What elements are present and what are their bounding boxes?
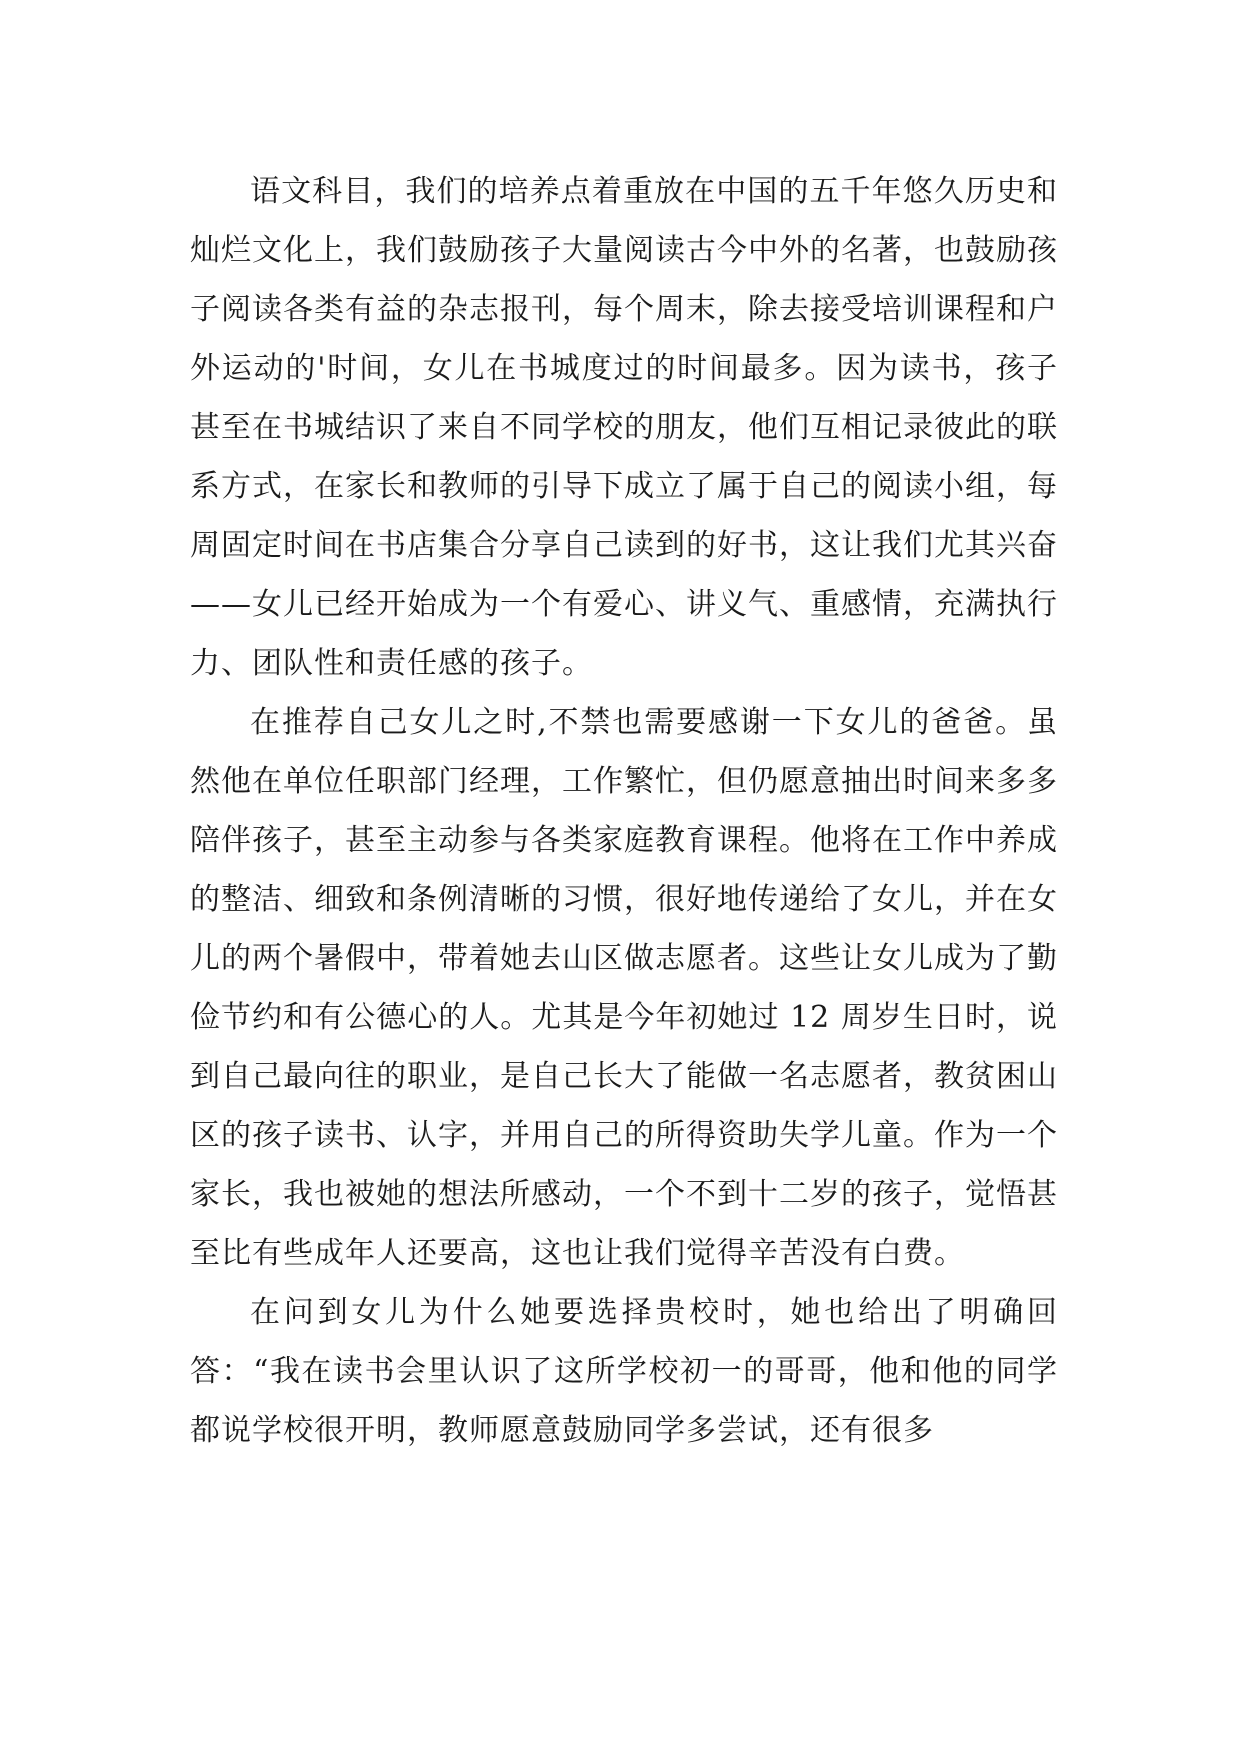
paragraph-chinese-studies: 语文科目，我们的培养点着重放在中国的五千年悠久历史和灿烂文化上，我们鼓励孩子大量阅读古今中外的名著，也鼓励孩子阅读各类有益的杂志报刊，每个周末，除去接受培训课程和户外运动的'时间，女儿在书城度过的时间最多。因为读书，孩子甚至在书城结识了来自不同学校的朋友，他们互相记录彼此的联系方式，在家长和教师的引导下成立了属于自己的阅读小组，每周固定时间在书店集合分享自己读到的好书，这让我们尤其兴奋——女儿已经开始成为一个有爱心、讲义气、重感情，充满执行力、团队性和责任感的孩子。: [190, 174, 1058, 681]
paragraph-fathers-role: 在推荐自己女儿之时,不禁也需要感谢一下女儿的爸爸。虽然他在单位任职部门经理，工作繁忙，但仍愿意抽出时间来多多陪伴孩子，甚至主动参与各类家庭教育课程。他将在工作中养成的整洁、细致和条例清晰的习惯，很好地传递给了女儿，并在女儿的两个暑假中，带着她去山区做志愿者。这些让女儿成为了勤俭节约和有公德心的人。尤其是今年初她过 12 周岁生日时，说到自己最向往的职业，是自己长大了能做一名志愿者，教贫困山区的孩子读书、认字，并用自己的所得资助失学儿童。作为一个家长，我也被她的想法所感动，一个不到十二岁的孩子，觉悟甚至比有些成年人还要高，这也让我们觉得辛苦没有白费。: [190, 705, 1058, 1271]
document-body: [190, 162, 1058, 1460]
paragraph-school-choice: 在问到女儿为什么她要选择贵校时，她也给出了明确回答：“我在读书会里认识了这所学校初一的哥哥，他和他的同学都说学校很开明，教师愿意鼓励同学多尝试，还有很多: [190, 1295, 1058, 1448]
